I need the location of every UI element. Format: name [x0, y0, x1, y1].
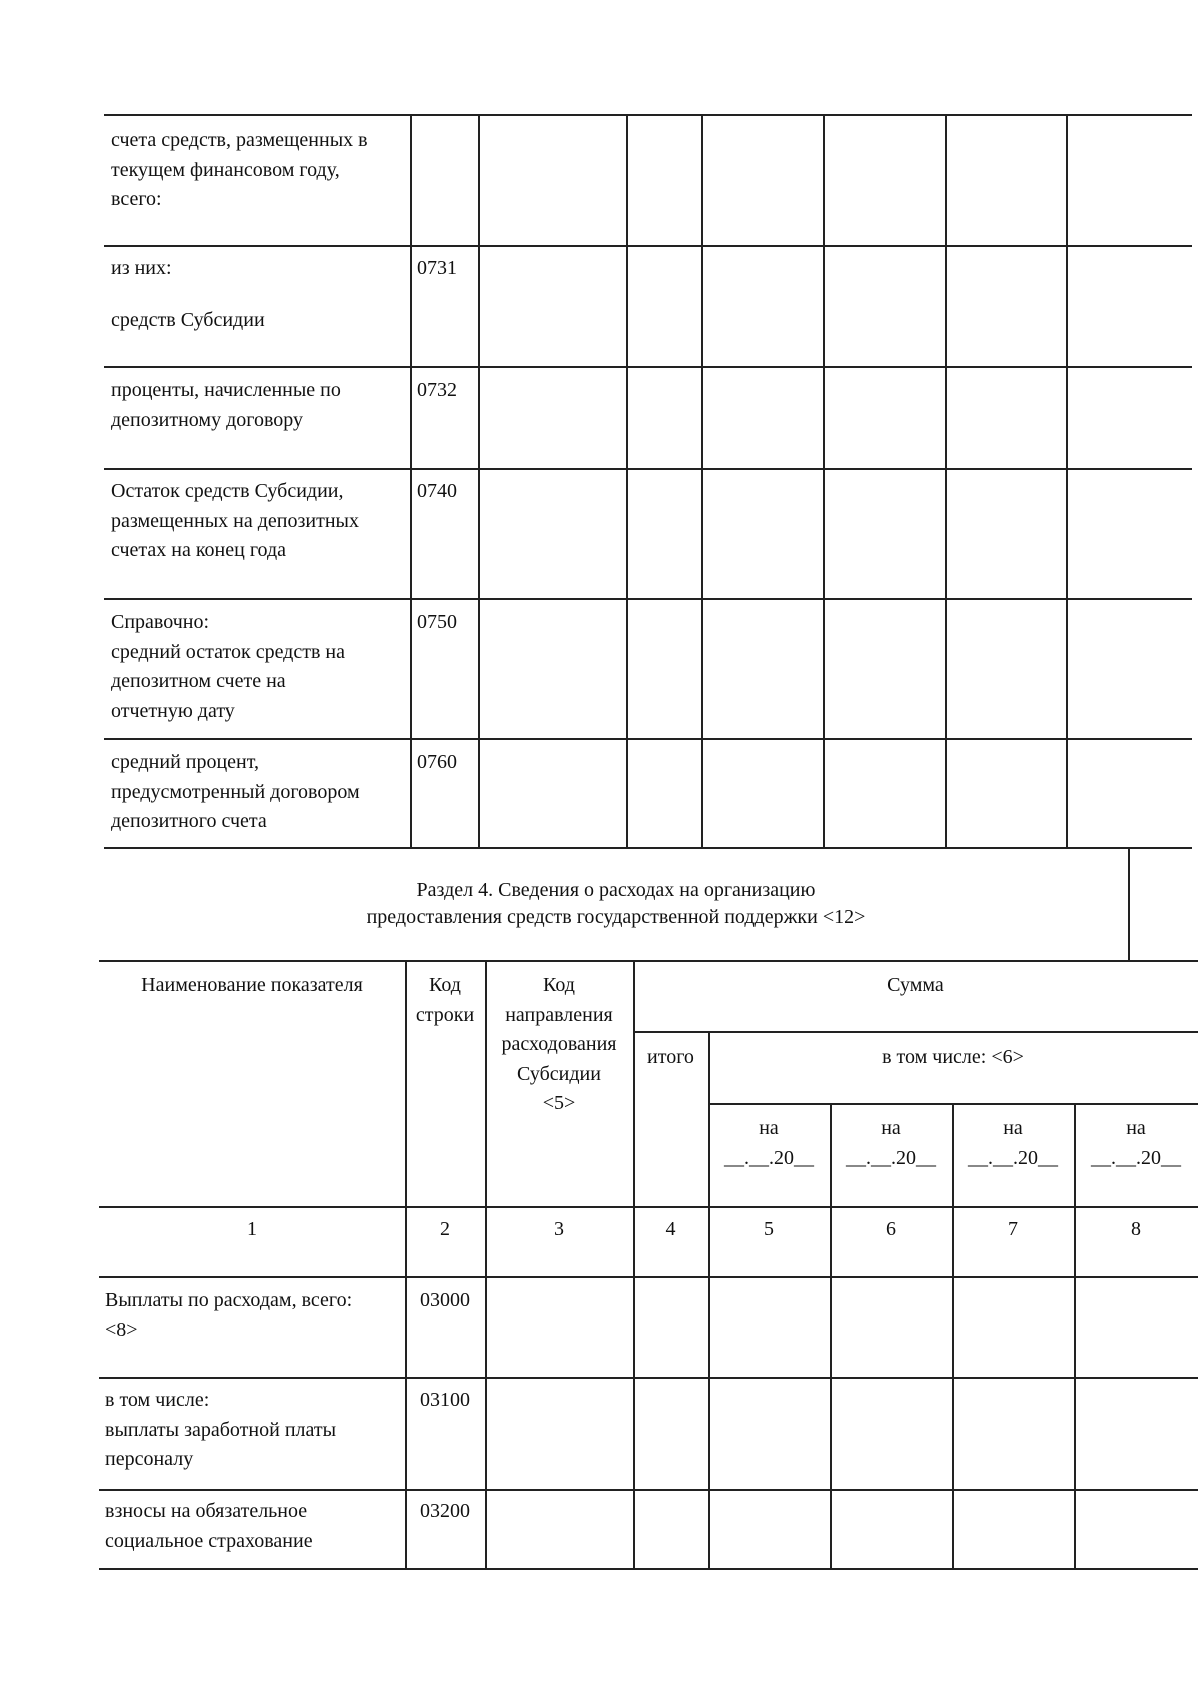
row-code: 0750: [417, 611, 457, 633]
header-including: в том числе: <6>: [882, 1046, 1024, 1068]
row-code: 0740: [417, 480, 457, 502]
header-code: Код строки: [415, 974, 475, 1026]
header-date: на __.__.20__: [724, 1117, 814, 1169]
header-date: на __.__.20__: [968, 1117, 1058, 1169]
column-number: 8: [1131, 1218, 1141, 1240]
section-title-line2: предоставления средств государственной поддержки <12>: [366, 906, 866, 928]
header-total: итого: [647, 1046, 694, 1068]
row-code: 03100: [420, 1389, 470, 1411]
row-code: 0732: [417, 379, 457, 401]
column-number: 6: [886, 1218, 896, 1240]
column-number: 3: [554, 1218, 564, 1240]
table-row-name: из них: средств Субсидии: [111, 257, 265, 331]
table-row-name: счета средств, размещенных в текущем финансовом году, всего:: [111, 129, 368, 210]
header-date: на __.__.20__: [1091, 1117, 1181, 1169]
column-number: 1: [247, 1218, 257, 1240]
table-row-name: Выплаты по расходам, всего: <8>: [105, 1289, 353, 1341]
section-title-line1: Раздел 4. Сведения о расходах на организацию: [416, 879, 816, 901]
table-row-name: средний процент, предусмотренный договором депозитного счета: [111, 751, 360, 832]
header-date: на __.__.20__: [846, 1117, 936, 1169]
table-row-name: Остаток средств Субсидии, размещенных на депозитных счетах на конец года: [111, 480, 359, 561]
row-code: 0760: [417, 751, 457, 773]
row-code: 0731: [417, 257, 457, 279]
column-number: 5: [764, 1218, 774, 1240]
table-row-name: взносы на обязательное социальное страхование: [105, 1500, 313, 1552]
row-code: 03200: [420, 1500, 470, 1522]
header-name: Наименование показателя: [141, 974, 363, 996]
row-code: 03000: [420, 1289, 470, 1311]
table-row-name: в том числе: выплаты заработной платы персоналу: [105, 1389, 337, 1470]
header-sum: Сумма: [887, 974, 944, 996]
column-number: 4: [665, 1218, 676, 1240]
table-row-name: Справочно: средний остаток средств на депозитном счете на отчетную дату: [111, 611, 345, 722]
table-row-name: проценты, начисленные по депозитному договору: [111, 379, 341, 431]
header-direction-code: Код направления расходования Субсидии <5>: [501, 974, 617, 1114]
column-number: 7: [1008, 1218, 1018, 1240]
column-number: 2: [440, 1218, 450, 1240]
